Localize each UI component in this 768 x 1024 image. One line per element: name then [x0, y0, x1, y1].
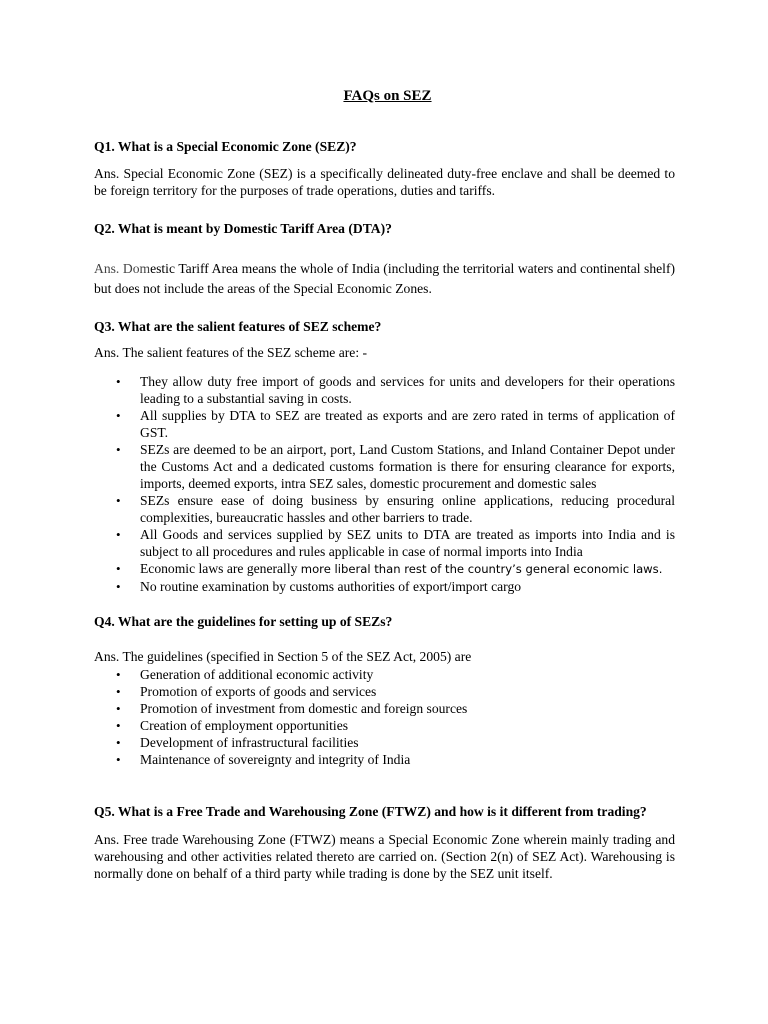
bullet-icon: •: [116, 667, 121, 682]
list-item: • Economic laws are generally more liberal than rest of the country’s general economic laws.: [116, 561, 663, 576]
bullet-icon: •: [116, 408, 121, 423]
list-item: • SEZs are deemed to be an airport, port, Land Custom Stations, and Inland Container Depot under the Customs Act and a dedicated customs formation is there for ensuring clearance for exports, imports, deemed exports, intra SEZ sales, domestic procurement and domestic sales: [116, 442, 675, 491]
salient-features-list: [94, 373, 675, 595]
page-title: FAQs on SEZ: [343, 88, 432, 104]
list-item: • Creation of employment opportunities: [116, 718, 349, 733]
bullet-icon: •: [116, 684, 121, 699]
list-item: • All Goods and services supplied by SEZ units to DTA are treated as imports into India and is subject to all procedures and rules applicable in case of normal imports into India: [116, 527, 675, 559]
answer-5: Ans. Free trade Warehousing Zone (FTWZ) means a Special Economic Zone wherein mainly trading and warehousing and other activities related thereto are carried on. (Section 2(n) of SEZ Act). Warehousing is normally done on behalf of a third party while trading is done by the SEZ unit itself.: [94, 832, 675, 881]
list-item: • Promotion of exports of goods and services: [116, 684, 377, 699]
answer-2-lead: Ans. Dom: [94, 261, 151, 276]
list-item: • Maintenance of sovereignty and integrity of India: [116, 752, 411, 767]
answer-1: Ans. Special Economic Zone (SEZ) is a specifically delineated duty-free enclave and shall be deemed to be foreign territory for the purposes of trade operations, duties and tariffs.: [94, 166, 675, 198]
guidelines-list: [94, 666, 675, 768]
answer-3-intro: Ans. The salient features of the SEZ scheme are: -: [94, 345, 368, 360]
bullet-icon: •: [116, 735, 121, 750]
bullet-icon: •: [116, 527, 121, 542]
bullet-icon: •: [116, 374, 121, 389]
list-item: • No routine examination by customs authorities of export/import cargo: [116, 579, 522, 594]
question-4: Q4. What are the guidelines for setting up of SEZs?: [94, 614, 393, 629]
list-item: • Promotion of investment from domestic and foreign sources: [116, 701, 468, 716]
bullet-icon: •: [116, 561, 121, 576]
question-2: Q2. What is meant by Domestic Tariff Area (DTA)?: [94, 221, 392, 236]
list-item: • They allow duty free import of goods and services for units and developers for their operations leading to a substantial saving in costs.: [116, 374, 675, 406]
bullet-icon: •: [116, 701, 121, 716]
bullet-icon: •: [116, 493, 121, 508]
answer-2: [94, 259, 675, 299]
answer-2-rest: estic Tariff Area means the whole of India (including the territorial waters and continental shelf) but does not include the areas of the Special Economic Zones.: [94, 261, 676, 296]
question-5: Q5. What is a Free Trade and Warehousing Zone (FTWZ) and how is it different from trading?: [94, 804, 647, 819]
bullet-icon: •: [116, 442, 121, 457]
list-item: • All supplies by DTA to SEZ are treated as exports and are zero rated in terms of application of GST.: [116, 408, 675, 440]
question-1: Q1. What is a Special Economic Zone (SEZ)?: [94, 139, 357, 154]
list-item: • Generation of additional economic activity: [116, 667, 374, 682]
question-3: Q3. What are the salient features of SEZ scheme?: [94, 319, 382, 334]
bullet-icon: •: [116, 752, 121, 767]
answer-4-intro: Ans. The guidelines (specified in Section 5 of the SEZ Act, 2005) are: [94, 649, 472, 664]
list-item: • SEZs ensure ease of doing business by ensuring online applications, reducing procedural complexities, bureaucratic hassles and other barriers to trade.: [116, 493, 675, 525]
bullet-icon: •: [116, 718, 121, 733]
list-item: • Development of infrastructural facilities: [116, 735, 359, 750]
bullet-icon: •: [116, 579, 121, 594]
document-page: [94, 88, 675, 882]
